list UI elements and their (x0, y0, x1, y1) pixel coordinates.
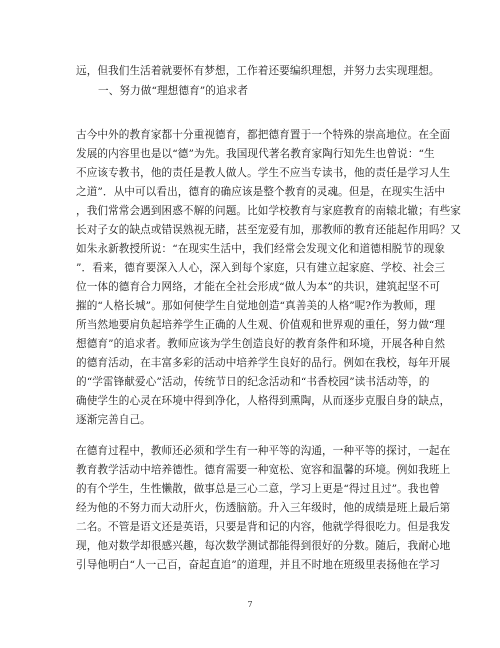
text-line: 确使学生的心灵在环境中得到净化，人格得到熏陶，从而逐步克服自身的缺点， (76, 395, 451, 407)
text-line: 所当然地要肩负起培养学生正确的人生观、价值观和世界观的重任，努力做“理 (76, 319, 446, 331)
text-line: 如朱永新教授所说：“在现实生活中，我们经常会发现文化和道德相脱节的现象 (76, 243, 446, 255)
text-line: 古今中外的教育家都十分重视德育，都把德育置于一个特殊的崇高地位。在全面 (76, 129, 451, 141)
text-line: 位一体的德育合力网络，才能在全社会形成“做人为本”的共识，建筑起坚不可 (76, 281, 440, 293)
text-line: 摧的“人格长城”。那如何使学生自觉地创造“真善美的人格”呢?作为教师，理 (76, 300, 436, 312)
text-line: 教育教学活动中培养德性。德育需要一种宽松、宽容和温馨的环境。例如我班上 (76, 464, 451, 476)
text-line: 之道”．从中可以看出，德育的确应该是整个教育的灵魂。但是，在现实生活中 (76, 186, 446, 198)
text-line: 的有个学生，生性懒散，做事总是三心二意，学习上更是“得过且过”。我也曾 (76, 483, 440, 495)
text-line: 在德育过程中，教师还必须和学生有一种平等的沟通，一种平等的探讨，一起在 (76, 445, 451, 457)
section-heading: 一、努力做“理想德育”的追求者 (98, 85, 249, 97)
text-line: 发展的内容里也是以“德”为先。我国现代著名教育家陶行知先生也曾说：“生 (76, 148, 435, 160)
text-line: 长对子女的缺点或错误熟视无睹，甚至宠爱有加，那教师的教育还能起作用吗？又 (76, 224, 461, 236)
text-line: 逐渐完善自己。 (76, 414, 151, 426)
text-line: 远，但我们生活着就要怀有梦想，工作着还要编织理想，并努力去实现理想。 (76, 65, 440, 77)
text-line: 经为他的不努力而大动肝火，伤透脑筋。升入三年级时，他的成绩是班上最后第 (76, 502, 451, 514)
text-line: 不应该专教书，他的责任是教人做人。学生不应当专读书，他的责任是学习人生 (76, 167, 451, 179)
text-line: 的“学雷锋献爱心”活动，传统节日的纪念活动和“书香校园”读书活动等，的 (76, 376, 430, 388)
text-line: ，我们常常会遇到困惑不解的问题。比如学校教育与家庭教育的南辕北辙；有些家 (76, 205, 461, 217)
text-line: 的德育活动，在丰富多彩的活动中培养学生良好的品行。例如在我校，每年开展 (76, 357, 451, 369)
text-line: 二名。不管是语文还是英语，只要是背和记的内容，他就学得很吃力。但是我发 (76, 521, 451, 533)
text-line: 想德育”的追求者。教师应该为学生创造良好的教育条件和环境，开展各种自然 (76, 338, 446, 350)
page-number: 7 (247, 600, 253, 609)
text-line: 现，他对数学却很感兴趣，每次数学测试都能得到很好的分数。随后，我耐心地 (76, 540, 451, 552)
text-line: ”．看来，德育要深入人心，深入到每个家庭，只有建立起家庭、学校、社会三 (76, 262, 446, 274)
text-line: 引导他明白“人一己百，奋起直追”的道理，并且不时地在班级里表扬他在学习 (76, 559, 440, 571)
